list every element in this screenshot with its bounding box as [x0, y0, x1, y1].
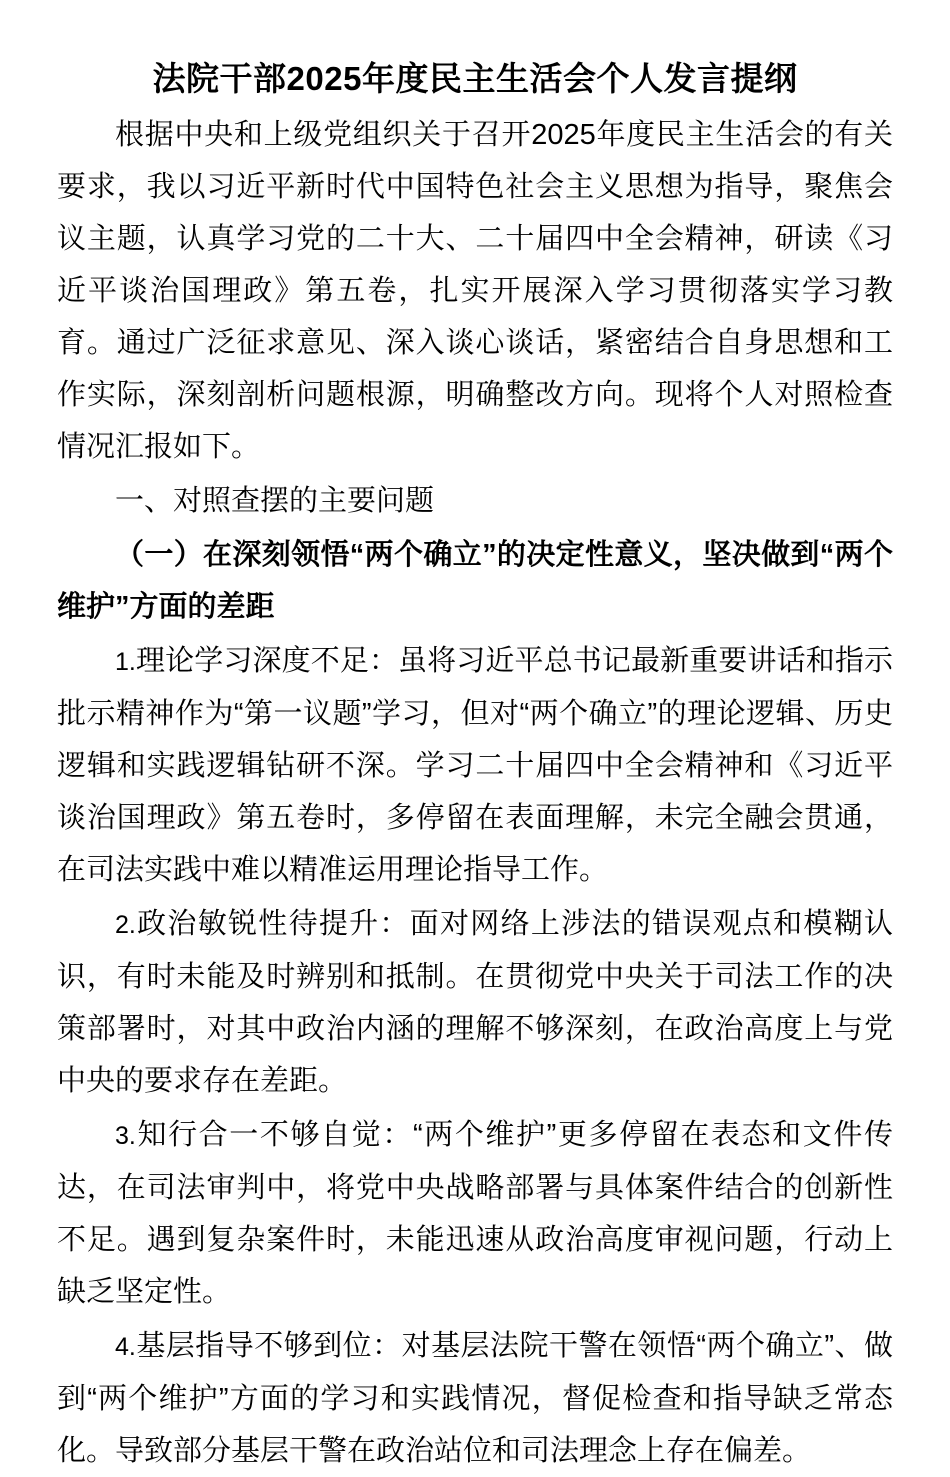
- list-item: [57, 1320, 893, 1477]
- list-item-text: 基层指导不够到位：对基层法院干警在领悟“两个确立”、做到“两个维护”方面的学习和实践情况，督促检查和指导缺乏常态化。导致部分基层干警在政治站位和司法理念上存在偏差。: [57, 1330, 893, 1468]
- list-item-number: 3.: [115, 1122, 136, 1151]
- document-title: 法院干部2025年度民主生活会个人发言提纲: [152, 60, 798, 97]
- subsection-one-heading: （一）在深刻领悟“两个确立”的决定性意义，坚决做到“两个维护”方面的差距: [57, 539, 893, 624]
- list-item-text: 理论学习深度不足：虽将习近平总书记最新重要讲话和指示批示精神作为“第一议题”学习，但对“两个确立”的理论逻辑、历史逻辑和实践逻辑钻研不深。学习二十届四中全会精神和《习近平谈治国理政》第五卷时，多停留在表面理解，未完全融会贯通，在司法实践中难以精准运用理论指导工作。: [57, 645, 893, 887]
- list-item: [57, 1109, 893, 1318]
- list-item-number: 1.: [115, 648, 136, 677]
- list-item-number: 2.: [115, 911, 136, 940]
- list-item: [57, 635, 893, 896]
- section-one-heading: 一、对照查摆的主要问题: [115, 485, 435, 518]
- opening-paragraph: 根据中央和上级党组织关于召开2025年度民主生活会的有关要求，我以习近平新时代中国特色社会主义思想为指导，聚焦会议主题，认真学习党的二十大、二十届四中全会精神，研读《习近平谈治国理政》第五卷，扎实开展深入学习贯彻落实学习教育。通过广泛征求意见、深入谈心谈话，紧密结合自身思想和工作实际，深刻剖析问题根源，明确整改方向。现将个人对照检查情况汇报如下。: [57, 119, 893, 464]
- list-item-number: 4.: [115, 1333, 136, 1362]
- list-item-text: 政治敏锐性待提升：面对网络上涉法的错误观点和模糊认识，有时未能及时辨别和抵制。在贯彻党中央关于司法工作的决策部署时，对其中政治内涵的理解不够深刻，在政治高度上与党中央的要求存在差距。: [57, 908, 893, 1098]
- list-item-text: 知行合一不够自觉：“两个维护”更多停留在表态和文件传达，在司法审判中，将党中央战略部署与具体案件结合的创新性不足。遇到复杂案件时，未能迅速从政治高度审视问题，行动上缺乏坚定性。: [57, 1119, 893, 1309]
- document-content: [57, 0, 893, 1477]
- list-item: [57, 898, 893, 1107]
